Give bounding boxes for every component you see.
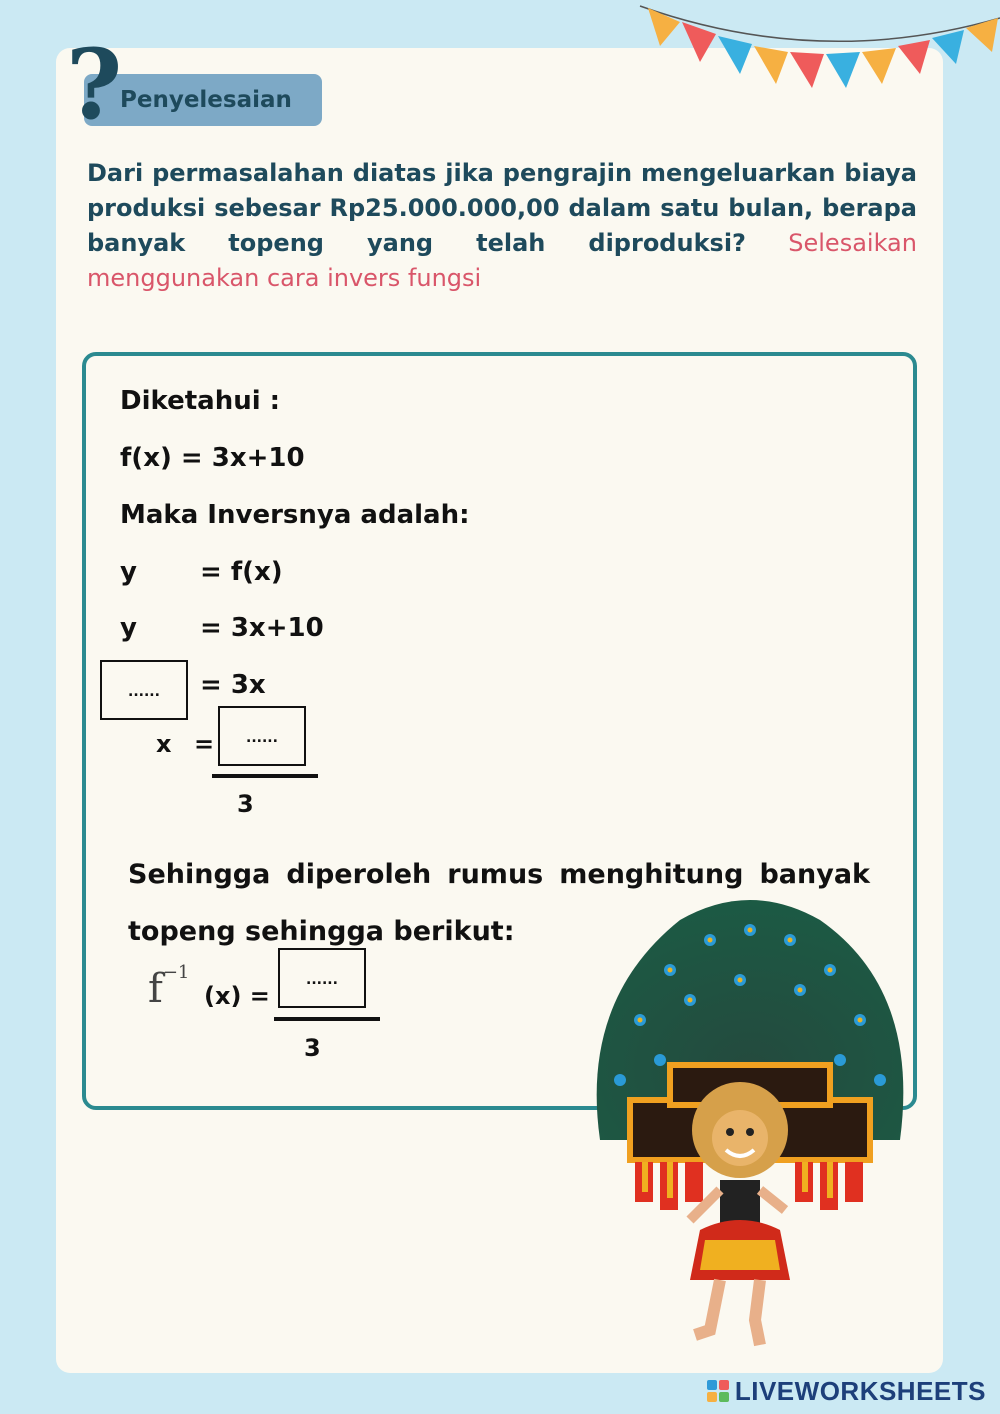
inverse-function-f: f	[148, 966, 163, 1012]
known-label: Diketahui :	[120, 386, 281, 416]
final-fraction-bar	[274, 1017, 380, 1021]
function-definition: f(x) = 3x+10	[120, 443, 305, 473]
step4-fraction-bar	[212, 774, 318, 778]
problem-question: Dari permasalahan diatas jika pengrajin mengeluarkan biaya produksi sebesar Rp25.000.000,00 dalam satu bulan, berapa banyak topeng yang telah diproduksi?	[87, 159, 917, 257]
liveworksheets-logo-icon	[707, 1380, 729, 1402]
final-numerator-input[interactable]: ......	[278, 948, 366, 1008]
inverse-label: Maka Inversnya adalah:	[120, 500, 470, 530]
step4-numerator-input[interactable]: ......	[218, 706, 306, 766]
reog-dancer-illustration	[580, 880, 920, 1360]
step4-equals: =	[194, 730, 215, 758]
final-denominator: 3	[304, 1034, 321, 1062]
step2-lhs: y	[120, 613, 137, 643]
step4-lhs: x	[156, 730, 172, 758]
liveworksheets-brand	[707, 1374, 986, 1408]
problem-instruction: Selesaikan menggunakan cara invers fungsi	[87, 229, 917, 292]
problem-statement	[87, 156, 917, 296]
section-header-label: Penyelesaian	[120, 87, 292, 113]
final-function-arg: (x) =	[204, 982, 270, 1010]
inverse-function-symbol	[148, 962, 189, 1012]
step4-denominator: 3	[237, 790, 254, 818]
bunting-decoration	[630, 0, 1000, 110]
step1-lhs: y	[120, 557, 137, 587]
question-mark-icon: ?	[66, 28, 123, 141]
inverse-function-exponent: −1	[162, 962, 190, 983]
step1-rhs: = f(x)	[200, 557, 283, 587]
step3-answer-input[interactable]: ......	[100, 660, 188, 720]
brand-text: LIVEWORKSHEETS	[734, 1375, 986, 1406]
step3-rhs: = 3x	[200, 670, 266, 700]
step2-rhs: = 3x+10	[200, 613, 324, 643]
conclusion-text: Sehingga diperoleh rumus menghitung banyak topeng sehingga berikut:	[128, 859, 870, 947]
